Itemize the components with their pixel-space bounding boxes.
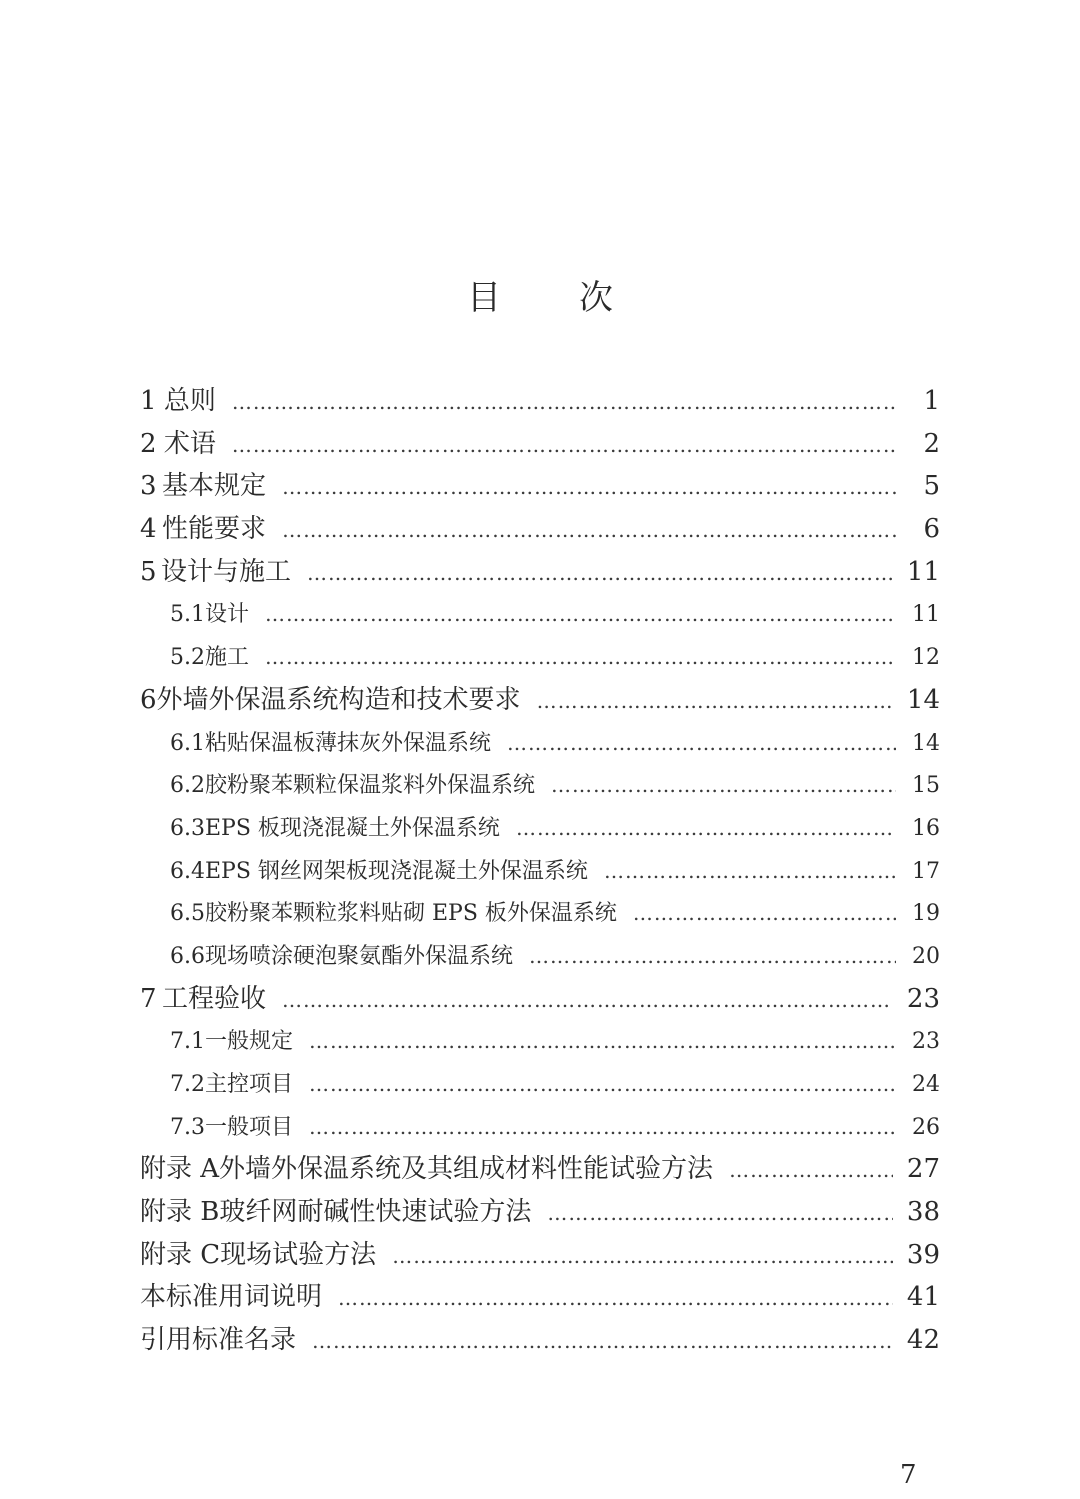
dot-leader [729, 1149, 893, 1192]
toc-entry-number: 6.4 [170, 858, 205, 884]
toc-entry[interactable] [140, 807, 940, 850]
toc-entry-page: 11 [906, 556, 940, 587]
toc-entry-page: 24 [912, 1072, 940, 1097]
toc-entry-page: 23 [912, 1029, 940, 1055]
toc-entry[interactable] [140, 892, 940, 935]
toc-entry[interactable] [140, 423, 940, 466]
toc-entry[interactable] [140, 465, 940, 508]
toc-entry-title: 玻纤网耐碱性快速试验方法 [219, 1197, 532, 1228]
toc-entry-title: 性能要求 [162, 514, 267, 545]
toc-entry-title: EPS 板现浇混凝土外保温系统 [205, 815, 500, 841]
toc-entry-page: 23 [906, 983, 940, 1014]
toc-entry-title: 术语 [163, 428, 216, 459]
dot-leader [282, 979, 893, 1022]
toc-entry-number: 6.5 [170, 901, 205, 927]
toc-entry[interactable] [140, 1148, 940, 1191]
toc-entry-number: 6 [140, 684, 157, 715]
toc-entry-title: 现场喷涂硬泡聚氨酯外保温系统 [205, 943, 514, 969]
toc-entry-number: 6.1 [170, 730, 205, 756]
toc-entry-title: 外墙外保温系统及其组成材料性能试验方法 [219, 1154, 714, 1185]
toc-entry-page: 27 [906, 1154, 940, 1185]
toc-entry-title: 一般规定 [205, 1029, 294, 1055]
toc-entry[interactable] [140, 1020, 940, 1063]
toc-entry[interactable] [140, 508, 940, 551]
toc-entry-page: 1 [923, 386, 940, 416]
toc-entry-page: 41 [906, 1282, 940, 1313]
toc-entry-number: 1 [140, 386, 157, 416]
toc-entry-number: 5.2 [170, 645, 205, 671]
toc-entry-title: 胶粉聚苯颗粒浆料贴砌 EPS 板外保温系统 [205, 901, 617, 927]
toc-entry[interactable] [140, 1234, 940, 1277]
toc-entry[interactable] [140, 1106, 940, 1149]
toc-entry-number: 附录 C [140, 1239, 221, 1270]
toc-entry[interactable] [140, 978, 940, 1021]
toc-entry-title: 主控项目 [205, 1072, 294, 1097]
toc-entry[interactable] [140, 593, 940, 636]
toc-entry-title: 设计 [205, 602, 250, 628]
toc-entry-page: 15 [912, 773, 940, 799]
dot-leader [529, 935, 896, 978]
toc-entry-number: 5.1 [170, 602, 205, 628]
toc-entry[interactable] [140, 380, 940, 423]
toc-entry-page: 2 [923, 428, 940, 459]
dot-leader [232, 424, 896, 467]
dot-leader [604, 850, 896, 893]
toc-entry-number: 2 [140, 428, 157, 459]
toc-entry-page: 20 [912, 943, 940, 969]
dot-leader [232, 381, 896, 424]
toc-entry-page: 14 [906, 684, 940, 715]
dot-leader [309, 1020, 896, 1063]
toc-entry-title: EPS 钢丝网架板现浇混凝土外保温系统 [205, 858, 588, 884]
dot-leader [312, 1320, 893, 1363]
table-of-contents [140, 380, 940, 1362]
toc-entry-number: 7.1 [170, 1029, 205, 1055]
toc-entry-number: 6.6 [170, 943, 205, 969]
toc-entry-page: 19 [912, 901, 940, 927]
toc-title [0, 270, 1080, 319]
toc-entry-title: 基本规定 [162, 471, 267, 502]
toc-entry[interactable] [140, 636, 940, 679]
toc-entry-title: 胶粉聚苯颗粒保温浆料外保温系统 [205, 773, 536, 799]
toc-entry-number: 3 [140, 471, 157, 502]
toc-entry[interactable] [140, 1276, 940, 1319]
toc-entry-page: 6 [923, 514, 940, 545]
toc-entry-page: 42 [906, 1325, 940, 1356]
toc-entry-number: 4 [140, 514, 157, 545]
toc-entry-page: 39 [906, 1239, 940, 1270]
toc-entry-number: 6.3 [170, 815, 205, 841]
toc-entry-title: 现场试验方法 [220, 1239, 377, 1270]
toc-entry-title: 施工 [205, 645, 250, 671]
dot-leader [307, 552, 893, 595]
toc-entry-number: 7.2 [170, 1072, 205, 1097]
toc-entry-page: 5 [923, 471, 940, 502]
toc-entry[interactable] [140, 679, 940, 722]
toc-entry-page: 14 [912, 730, 940, 756]
toc-entry[interactable] [140, 850, 940, 893]
toc-entry[interactable] [140, 722, 940, 765]
title-char-1: 目 [467, 278, 501, 318]
toc-entry-page: 12 [912, 645, 940, 671]
dot-leader [537, 680, 893, 723]
dot-leader [551, 764, 896, 807]
toc-entry-page: 16 [912, 815, 940, 841]
toc-entry[interactable] [140, 551, 940, 594]
dot-leader [633, 892, 896, 935]
toc-entry-page: 38 [906, 1197, 940, 1228]
dot-leader [309, 1106, 896, 1149]
toc-entry-number: 附录 A [140, 1154, 220, 1185]
toc-entry[interactable] [140, 764, 940, 807]
dot-leader [265, 636, 896, 679]
toc-entry-number: 7 [140, 983, 157, 1014]
dot-leader [516, 807, 896, 850]
page-number: 7 [900, 1460, 917, 1490]
toc-entry[interactable] [140, 1191, 940, 1234]
toc-entry[interactable] [140, 935, 940, 978]
dot-leader [282, 509, 896, 552]
toc-entry-page: 11 [912, 602, 940, 628]
toc-entry-page: 26 [912, 1114, 940, 1140]
dot-leader [507, 722, 896, 765]
toc-entry-title: 本标准用词说明 [140, 1282, 323, 1313]
toc-entry-page: 17 [912, 858, 940, 884]
toc-entry-title: 引用标准名录 [140, 1325, 297, 1356]
dot-leader [392, 1235, 893, 1278]
toc-entry[interactable] [140, 1063, 940, 1106]
dot-leader [265, 593, 896, 636]
toc-entry-title: 工程验收 [161, 983, 266, 1014]
toc-entry-number: 7.3 [170, 1114, 205, 1140]
dot-leader [547, 1192, 893, 1235]
dot-leader [309, 1063, 896, 1106]
toc-entry-number: 5 [140, 556, 157, 587]
toc-entry-title: 外墙外保温系统构造和技术要求 [156, 684, 521, 715]
toc-entry[interactable] [140, 1319, 940, 1362]
toc-entry-number: 6.2 [170, 773, 205, 799]
toc-entry-title: 总则 [163, 386, 216, 416]
toc-entry-title: 粘贴保温板薄抹灰外保温系统 [205, 730, 492, 756]
dot-leader [338, 1277, 893, 1320]
title-char-2: 次 [579, 278, 613, 318]
toc-entry-number: 附录 B [140, 1197, 220, 1228]
toc-entry-title: 一般项目 [205, 1114, 294, 1140]
dot-leader [282, 466, 896, 509]
toc-entry-title: 设计与施工 [161, 556, 292, 587]
